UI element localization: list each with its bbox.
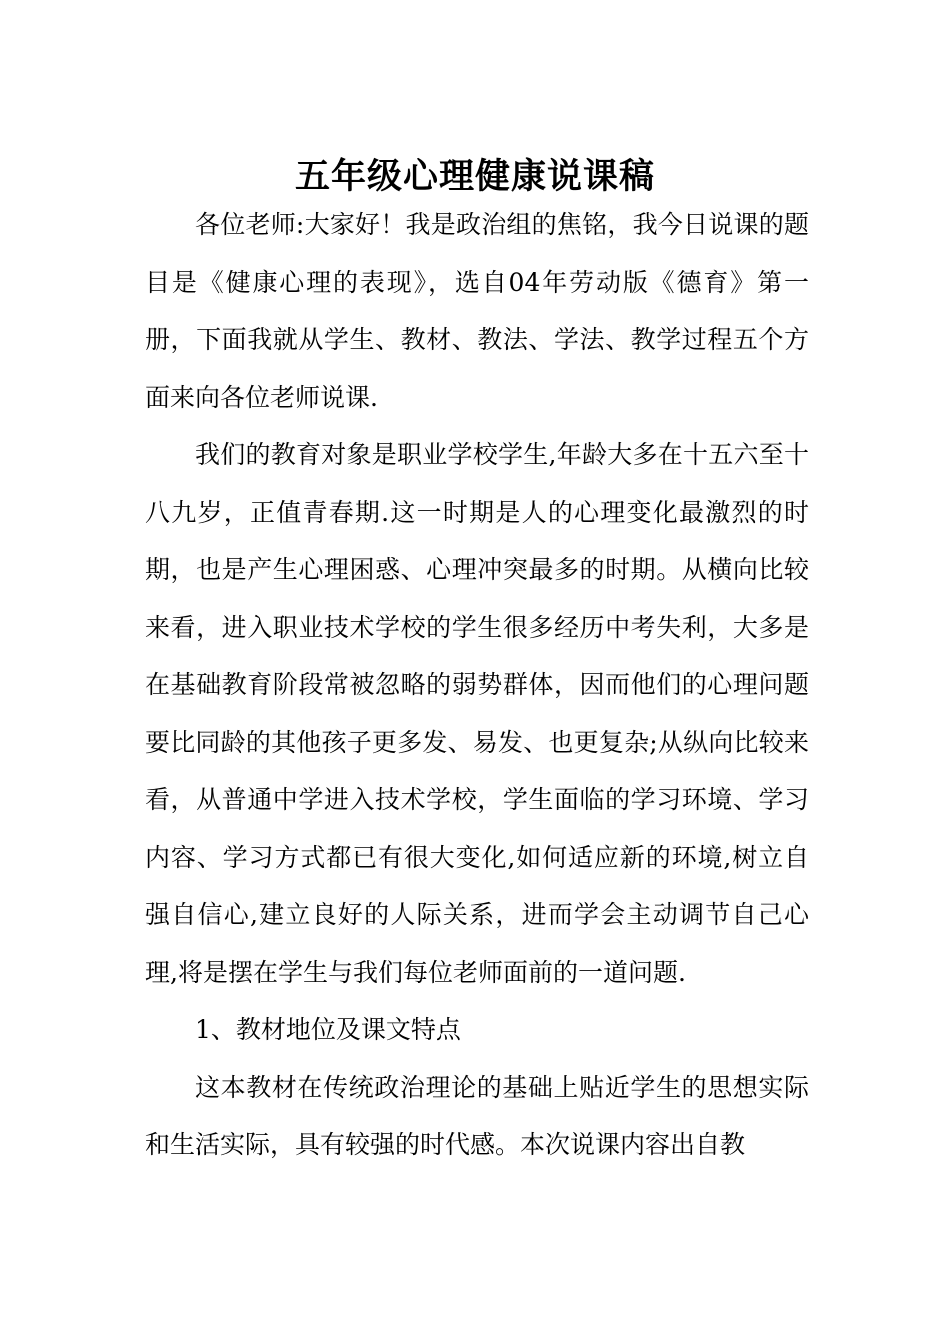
section-heading-textbook: 1、教材地位及课文特点 — [195, 1015, 461, 1044]
paragraph-textbook: 这本教材在传统政治理论的基础上贴近学生的思想实际和生活实际，具有较强的时代感。本次说课内容出自教 — [145, 1072, 809, 1159]
document-title: 五年级心理健康说课稿 — [294, 156, 655, 198]
document-body — [145, 196, 809, 1174]
paragraph-intro: 各位老师:大家好！我是政治组的焦铭，我今日说课的题目是《健康心理的表现》，选自04年劳动版《德育》第一册，下面我就从学生、教材、教法、学法、教学过程五个方面来向各位老师说课. — [145, 210, 809, 412]
paragraph-students: 我们的教育对象是职业学校学生,年龄大多在十五六至十八九岁，正值青春期.这一时期是人的心理变化最激烈的时期，也是产生心理困惑、心理冲突最多的时期。从横向比较来看，进入职业技术学校的学生很多经历中考失利，大多是在基础教育阶段常被忽略的弱势群体，因而他们的心理问题要比同龄的其他孩子更多发、易发、也更复杂;从纵向比较来看，从普通中学进入技术学校，学生面临的学习环境、学习内容、学习方式都已有很大变化,如何适应新的环境,树立自强自信心,建立良好的人际关系，进而学会主动调节自己心理,将是摆在学生与我们每位老师面前的一道问题. — [145, 440, 809, 987]
